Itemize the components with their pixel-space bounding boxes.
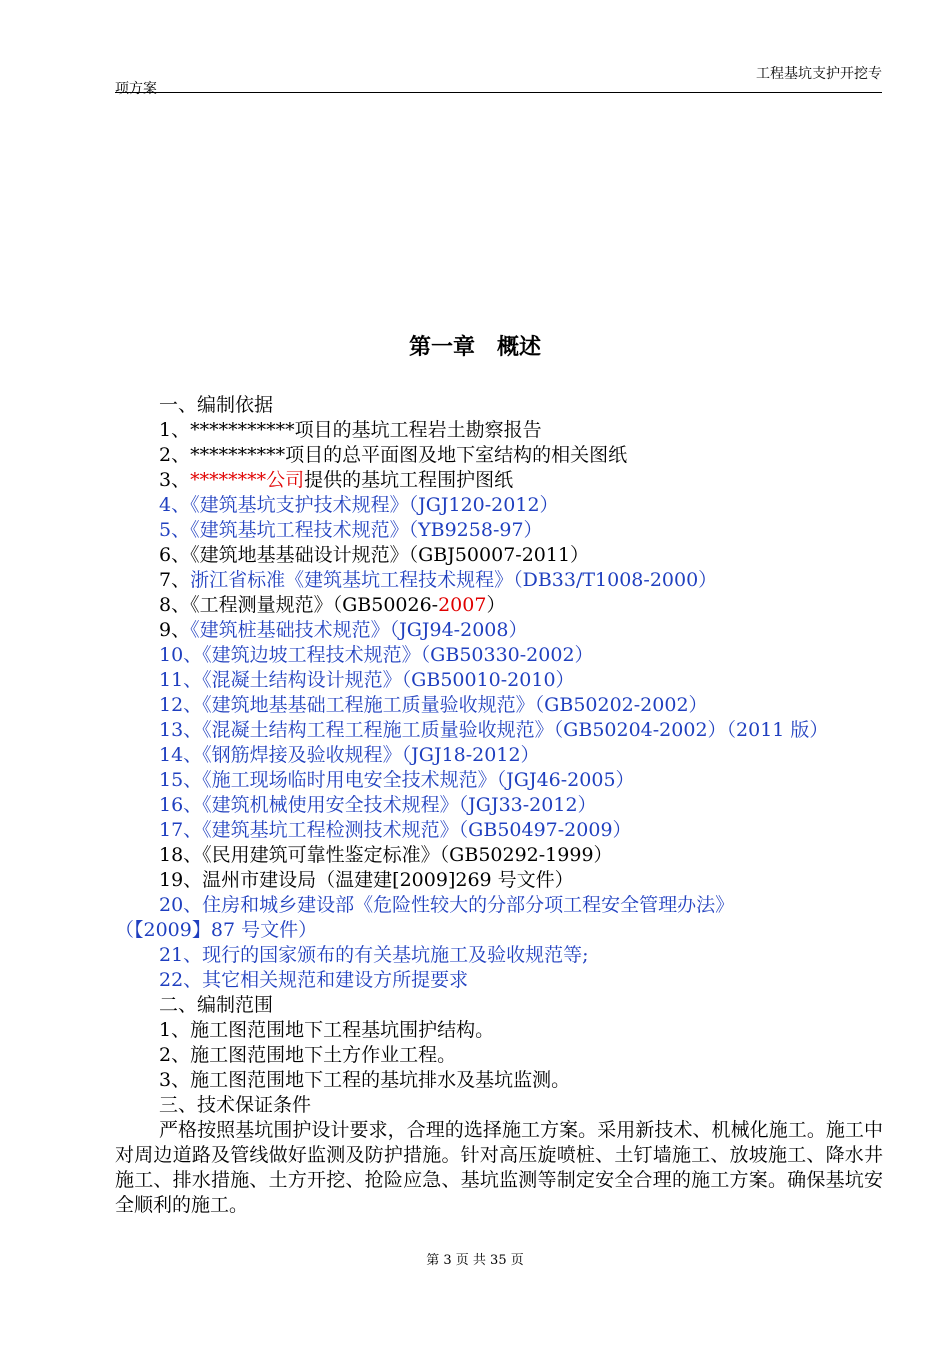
document-line <box>115 643 883 668</box>
line-segment: 4、《建筑基坑支护技术规程》（JGJ120-2012） <box>159 494 559 516</box>
document-line <box>115 593 883 618</box>
document-line <box>115 468 883 493</box>
line-segment: （【2009】87 号文件） <box>115 919 318 941</box>
line-segment: 15、《施工现场临时用电安全技术规范》（JGJ46-2005） <box>159 769 635 791</box>
document-body <box>115 393 883 1218</box>
line-segment: 21、现行的国家颁布的有关基坑施工及验收规范等; <box>159 944 589 966</box>
page-footer: 第 3 页 共 35 页 <box>426 1253 524 1268</box>
line-segment: 8、《工程测量规范》（GB50026- <box>159 594 439 616</box>
line-segment: ） <box>486 594 506 616</box>
reference-list <box>115 393 883 1118</box>
document-line <box>115 1018 883 1043</box>
document-line <box>115 618 883 643</box>
line-segment: 11、《混凝土结构设计规范》（GB50010-2010） <box>159 669 575 691</box>
line-segment: 9、 <box>159 619 191 641</box>
line-segment: 2、施工图范围地下土方作业工程。 <box>159 1044 457 1066</box>
document-line <box>115 493 883 518</box>
document-line <box>115 743 883 768</box>
line-segment: 提供的基坑工程围护图纸 <box>304 469 514 491</box>
line-segment: ********公司 <box>190 469 305 491</box>
line-segment: 5、《建筑基坑工程技术规范》（YB9258-97） <box>159 519 543 541</box>
line-segment: 2007 <box>438 594 487 616</box>
line-segment: 3、施工图范围地下工程的基坑排水及基坑监测。 <box>159 1069 571 1091</box>
line-segment: 6、《建筑地基基础设计规范》（GBJ50007-2011） <box>159 544 590 566</box>
line-segment: 一、编制依据 <box>159 394 274 416</box>
page-header-right: 工程基坑支护开挖专 <box>756 66 882 82</box>
line-segment: 3、 <box>159 469 191 491</box>
document-line <box>115 718 883 743</box>
header-rule <box>115 92 882 93</box>
line-segment: 7、 <box>159 569 191 591</box>
document-line <box>115 843 883 868</box>
line-segment: 12、《建筑地基基础工程施工质量验收规范》（GB50202-2002） <box>159 694 708 716</box>
document-line <box>115 668 883 693</box>
line-segment: 《建筑桩基础技术规范》（JGJ94-2008） <box>190 619 528 641</box>
line-segment: 18、《民用建筑可靠性鉴定标准》（GB50292-1999） <box>159 844 613 866</box>
line-segment: 二、编制范围 <box>159 994 274 1016</box>
document-line <box>115 1068 883 1093</box>
document-line <box>115 943 883 968</box>
line-segment: 浙江省标准《建筑基坑工程技术规程》（DB33/T1008-2000） <box>190 569 718 591</box>
line-segment: 1、***********项目的基坑工程岩土勘察报告 <box>159 419 542 441</box>
line-segment: 1、施工图范围地下工程基坑围护结构。 <box>159 1019 495 1041</box>
line-segment: 17、《建筑基坑工程检测技术规范》（GB50497-2009） <box>159 819 632 841</box>
document-line <box>115 443 883 468</box>
document-line <box>115 1093 883 1118</box>
document-line <box>115 993 883 1018</box>
line-segment: 19、温州市建设局（温建建[2009]269 号文件） <box>159 869 574 891</box>
document-line <box>115 893 883 918</box>
line-segment: 16、《建筑机械使用安全技术规程》（JGJ33-2012） <box>159 794 597 816</box>
document-line <box>115 868 883 893</box>
document-line <box>115 968 883 993</box>
line-segment: 2、**********项目的总平面图及地下室结构的相关图纸 <box>159 444 628 466</box>
document-line <box>115 568 883 593</box>
chapter-title: 第一章 概述 <box>408 334 541 360</box>
line-segment: 20、住房和城乡建设部《危险性较大的分部分项工程安全管理办法》 <box>159 894 735 916</box>
line-segment: 13、《混凝土结构工程工程施工质量验收规范》（GB50204-2002）（2011 版） <box>159 719 829 741</box>
line-segment: 10、《建筑边坡工程技术规范》（GB50330-2002） <box>159 644 594 666</box>
line-segment: 14、《钢筋焊接及验收规程》（JGJ18-2012） <box>159 744 540 766</box>
document-line <box>115 793 883 818</box>
document-line <box>115 393 883 418</box>
line-segment: 三、技术保证条件 <box>159 1094 312 1116</box>
document-line <box>115 818 883 843</box>
document-line <box>115 1043 883 1068</box>
document-line <box>115 693 883 718</box>
line-segment: 22、其它相关规范和建设方所提要求 <box>159 969 469 991</box>
page-header-left: 项方案 <box>115 81 157 97</box>
document-line <box>115 543 883 568</box>
document-line <box>115 518 883 543</box>
document-line <box>115 418 883 443</box>
body-paragraph: 严格按照基坑围护设计要求，合理的选择施工方案。采用新技术、机械化施工。施工中对周边道路及管线做好监测及防护措施。针对高压旋喷桩、土钉墙施工、放坡施工、降水井施工、排水措施、土方开挖、抢险应急、基坑监测等制定安全合理的施工方案。确保基坑安全顺利的施工。 <box>115 1119 883 1216</box>
document-line <box>115 918 883 943</box>
document-line <box>115 768 883 793</box>
